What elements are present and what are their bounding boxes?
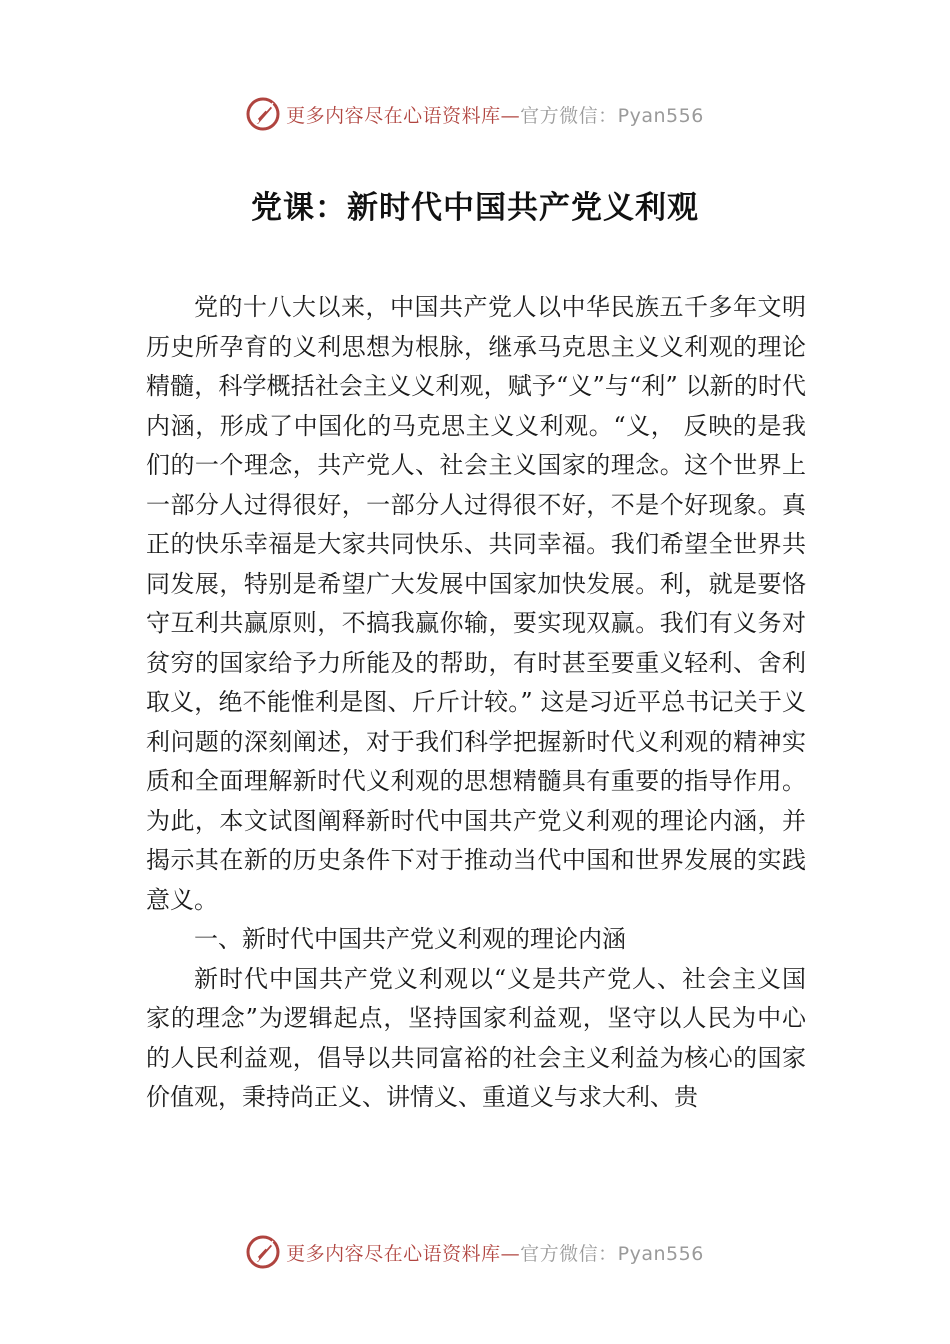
quill-logo-icon	[246, 97, 280, 131]
wechat-id: 官方微信：Pyan556	[520, 104, 704, 127]
quill-logo-icon	[246, 1235, 280, 1269]
wechat-id: 官方微信：Pyan556	[520, 1242, 704, 1265]
intro-paragraph: 党的十八大以来，中国共产党人以中华民族五千多年文明历史所孕育的义利思想为根脉，继承马克思主义义利观的理论精髓，科学概括社会主义义利观，赋予“义”与“利” 以新的时代内涵，形成了中国化的马克思主义义利观。“义， 反映的是我们的一个理念，共产党人、社会主义国家的理念。这个世界上一部分人过得很好，一部分人过得很不好，不是个好现象。真正的快乐幸福是大家共同快乐、共同幸福。我们希望全世界共同发展，特别是希望广大发展中国家加快发展。利，就是要恪守互利共赢原则，不搞我赢你输，要实现双赢。我们有义务对贫穷的国家给予力所能及的帮助，有时甚至要重义轻利、舍利取义，绝不能惟利是图、斤斤计较。” 这是习近平总书记关于义利问题的深刻阐述，对于我们科学把握新时代义利观的精神实质和全面理解新时代义利观的思想精髓具有重要的指导作用。为此，本文试图阐释新时代中国共产党义利观的理论内涵，并揭示其在新的历史条件下对于推动当代中国和世界发展的实践意义。	[146, 293, 806, 914]
watermark-text: 更多内容尽在心语资料库—官方微信：Pyan556	[286, 1242, 704, 1265]
section-paragraph: 新时代中国共产党义利观以“义是共产党人、社会主义国家的理念”为逻辑起点，坚持国家利益观，坚守以人民为中心的人民利益观，倡导以共同富裕的社会主义利益为核心的国家价值观，秉持尚正义、讲情义、重道义与求大利、贵	[146, 964, 806, 1111]
document-title: 党课：新时代中国共产党义利观	[251, 190, 699, 226]
section-heading: 一、新时代中国共产党义利观的理论内涵	[194, 925, 626, 953]
watermark-text: 更多内容尽在心语资料库—官方微信：Pyan556	[286, 104, 704, 127]
header-watermark-banner	[0, 94, 950, 134]
footer-watermark-banner	[0, 1232, 950, 1272]
document-body	[146, 288, 806, 1118]
